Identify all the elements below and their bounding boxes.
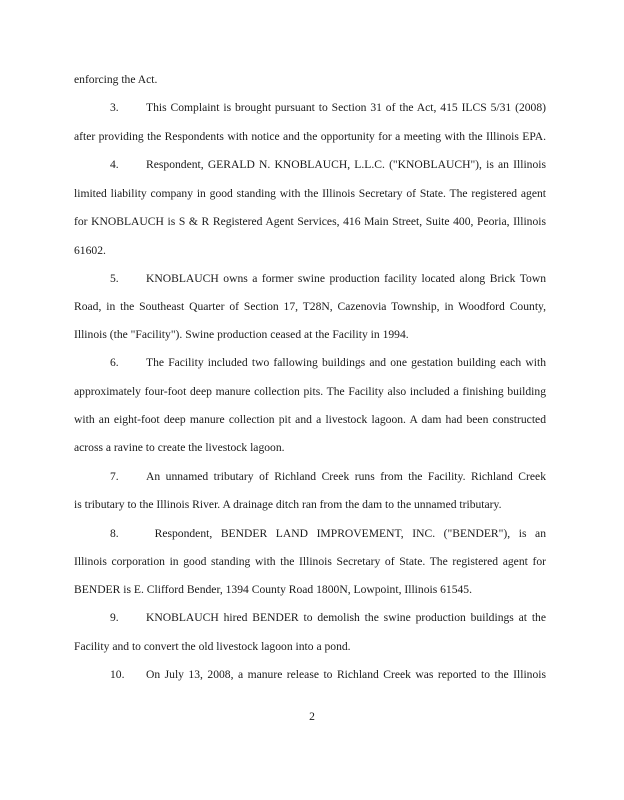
paragraph-number: 5. <box>110 272 119 285</box>
paragraph-10-line: 10. On July 13, 2008, a manure release to Richland Creek was reported to the Illinois <box>74 668 546 682</box>
text-line: approximately four-foot deep manure collection pits. The Facility also included a finishing building <box>74 385 546 398</box>
paragraph-number: 8. <box>110 527 119 540</box>
text-line: enforcing the Act. <box>74 73 158 86</box>
text-line: Road, in the Southeast Quarter of Section 17, T28N, Cazenovia Township, in Woodford County, <box>74 300 546 313</box>
paragraph-number: 10. <box>110 668 125 681</box>
text-line: limited liability company in good standing with the Illinois Secretary of State. The registered agent <box>74 187 546 200</box>
paragraph-number: 3. <box>110 101 119 114</box>
paragraph-7-line: 7. An unnamed tributary of Richland Creek runs from the Facility. Richland Creek <box>74 470 546 484</box>
paragraph-5-line: 5. KNOBLAUCH owns a former swine production facility located along Brick Town <box>74 272 546 286</box>
paragraph-6-line: 6. The Facility included two fallowing buildings and one gestation building each with <box>74 356 546 370</box>
text-line: with an eight-foot deep manure collection pit and a livestock lagoon. A dam had been constructed <box>74 413 546 426</box>
text-line: is tributary to the Illinois River. A drainage ditch ran from the dam to the unnamed tributary. <box>74 498 502 511</box>
page-number: 2 <box>309 710 315 723</box>
paragraph-number: 7. <box>110 470 119 483</box>
paragraph-number: 6. <box>110 356 119 369</box>
paragraph-number: 9. <box>110 611 119 624</box>
text-line: 61602. <box>74 244 106 257</box>
text-line: after providing the Respondents with notice and the opportunity for a meeting with the Illinois EPA. <box>74 130 546 143</box>
paragraph-number: 4. <box>110 158 119 171</box>
text-line: BENDER is E. Clifford Bender, 1394 County Road 1800N, Lowpoint, Illinois 61545. <box>74 583 473 596</box>
paragraph-8-line: 8. Respondent, BENDER LAND IMPROVEMENT, INC. ("BENDER"), is an <box>74 527 546 541</box>
paragraph-9-line: 9. KNOBLAUCH hired BENDER to demolish the swine production buildings at the <box>74 611 546 625</box>
text-line: Illinois corporation in good standing with the Illinois Secretary of State. The registered agent for <box>74 555 546 568</box>
text-line: Illinois (the "Facility"). Swine production ceased at the Facility in 1994. <box>74 328 409 341</box>
text-line: Facility and to convert the old livestock lagoon into a pond. <box>74 640 351 653</box>
text-line: across a ravine to create the livestock lagoon. <box>74 441 285 454</box>
paragraph-4-line: 4. Respondent, GERALD N. KNOBLAUCH, L.L.C. ("KNOBLAUCH"), is an Illinois <box>74 158 546 172</box>
paragraph-3-line: 3. This Complaint is brought pursuant to Section 31 of the Act, 415 ILCS 5/31 (2008) <box>74 101 546 115</box>
text-line: for KNOBLAUCH is S & R Registered Agent Services, 416 Main Street, Suite 400, Peoria, Illinois <box>74 215 546 228</box>
